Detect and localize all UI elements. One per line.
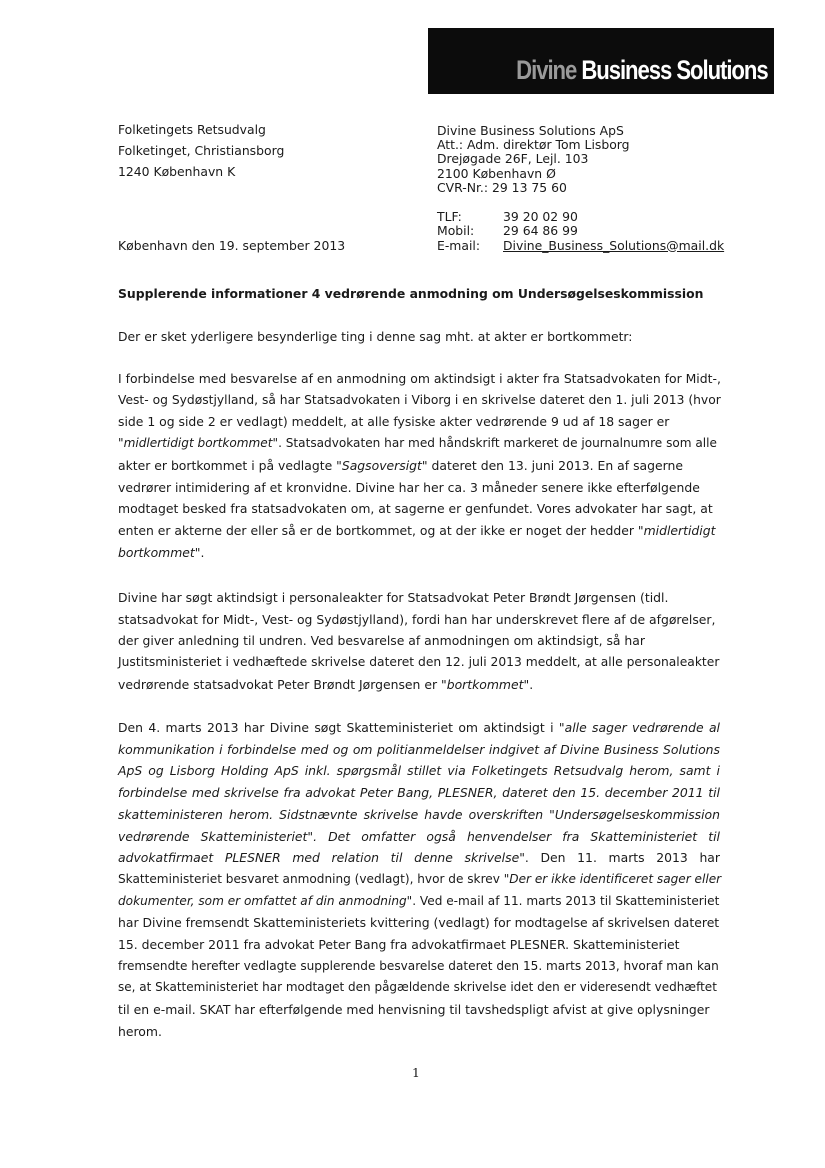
recipient-line-1: Folketingets Retsudvalg <box>118 122 266 137</box>
email-label: E-mail: <box>437 237 481 253</box>
p3-line-1-quote: "alle sager vedrørende al <box>558 720 720 735</box>
p3-line-12: fremsendte herefter vedlagte supplerende besvarelse dateret den 15. marts 2013, hvoraf man kan <box>118 958 719 973</box>
p1-line-9-post: . <box>200 544 205 560</box>
p2-line-2: statsadvokat for Midt-, Vest- og Sydøstjylland), fordi han har underskrevet flere af de afgørelser, <box>118 611 716 627</box>
p3-line-2-quote: kommunikation i forbindelse med og om politianmeldelser indgivet af Divine Business Solutions <box>118 741 720 757</box>
paragraph-2 <box>118 587 720 696</box>
sender-address <box>437 124 630 195</box>
p1-line-4-quote: "midlertidigt bortkommet" <box>118 436 279 451</box>
p3-line-9-quote: dokumenter, som er omfattet af din anmodning" <box>118 893 413 908</box>
p3-line-9 <box>118 891 720 913</box>
sender-att: Att.: Adm. direktør Tom Lisborg <box>437 137 630 153</box>
p3-line-14: til en e-mail. SKAT har efterfølgende med henvisning til tavshedspligt afvist at give oplysninger <box>118 1002 710 1018</box>
sender-city: 2100 København Ø <box>437 165 556 181</box>
paragraph-1 <box>118 368 720 563</box>
p1-line-2: Vest- og Sydøstjylland, så har Statsadvokaten i Viborg i en skrivelse dateret den 1. juli 2013 (hvor <box>118 392 721 407</box>
p2-line-1: Divine har søgt aktindsigt i personaleakter for Statsadvokat Peter Brøndt Jørgensen (tidl. <box>118 590 669 605</box>
logo-word-business-solutions: Business Solutions <box>581 55 768 85</box>
contact-mobile-row <box>437 224 724 238</box>
p3-line-6 <box>118 826 720 848</box>
phone-label: TLF: <box>437 209 462 224</box>
company-logo <box>428 28 774 94</box>
p2-line-5-post: . <box>529 676 534 692</box>
p3-line-8 <box>118 869 720 891</box>
email-link[interactable]: Divine_Business_Solutions@mail.dk <box>503 237 725 253</box>
p2-line-5-quote: "bortkommet" <box>441 676 530 692</box>
logo-text <box>517 55 768 85</box>
p1-line-9 <box>118 542 720 564</box>
p3-line-5 <box>118 804 720 826</box>
page-number: 1 <box>412 1065 420 1080</box>
sender-street: Drejøgade 26F, Lejl. 103 <box>437 151 589 167</box>
p3-line-6-quote: vedrørende Skatteministeriet". Det omfatter også henvendelser fra Skatteministeriet til <box>118 828 720 844</box>
p2-line-5-pre: vedrørende statsadvokat Peter Brøndt Jørgensen er <box>118 676 441 692</box>
p1-line-9-quote: bortkommet" <box>118 544 201 560</box>
p1-line-3: side 1 og side 2 er vedlagt) meddelt, at alle fysiske akter vedrørende 9 ud af 18 sager er <box>118 414 670 430</box>
p3-line-4 <box>118 782 720 804</box>
p1-line-4 <box>118 433 720 455</box>
p3-line-5-quote: skatteministeren herom. Sidstnævnte skrivelse havde overskriften "Undersøgelseskommission <box>118 806 720 822</box>
p3-line-11: 15. december 2011 fra advokat Peter Bang fra advokatfirmaet PLESNER. Skatteministeriet <box>118 937 680 953</box>
p3-line-8-quote: "Der er ikke identificeret sager eller <box>503 871 722 886</box>
recipient-line-2: Folketinget, Christiansborg <box>118 143 285 158</box>
p3-line-13: se, at Skatteministeriet har modtaget den pågældende skrivelse idet den er videresendt vedhæftet <box>118 980 717 995</box>
letter-date: København den 19. september 2013 <box>118 238 346 253</box>
p1-line-1: I forbindelse med besvarelse af en anmodning om aktindsigt i akter fra Statsadvokaten for Midt-, <box>118 371 721 386</box>
p2-line-4: Justitsministeriet i vedhæftede skrivelse dateret den 12. juli 2013 meddelt, at alle personaleakter <box>118 655 720 670</box>
p1-line-5 <box>118 455 720 477</box>
p1-line-8-pre: enten er akterne der eller så er de bortkommet, og at der ikke er noget der hedder <box>118 522 638 538</box>
p3-line-15: herom. <box>118 1023 162 1039</box>
p3-line-7-post: . Den 11. marts 2013 har <box>524 850 720 866</box>
p3-line-3-quote: ApS og Lisborg Holding ApS inkl. spørgsmål stillet via Folketingets Retsudvalg herom, samt i <box>118 763 720 779</box>
contact-email-row <box>437 239 724 253</box>
p3-line-3 <box>118 760 720 782</box>
p1-line-4-rest: . Statsadvokaten har med håndskrift markeret de journalnumre som alle <box>278 436 717 451</box>
mobile-value: 29 64 86 99 <box>503 223 578 239</box>
p2-line-5 <box>118 674 720 696</box>
p1-line-5-quote: "Sagsoversigt" <box>336 457 428 473</box>
p2-line-3: der giver anledning til undren. Ved besvarelse af anmodningen om aktindsigt, så har <box>118 633 645 649</box>
contact-info <box>437 210 724 253</box>
intro-sentence: Der er sket yderligere besynderlige ting i denne sag mht. at akter er bortkommetr: <box>118 329 633 344</box>
p3-line-7-quote: advokatfirmaet PLESNER med relation til denne skrivelse" <box>118 850 525 866</box>
p3-line-9-post: . Ved e-mail af 11. marts 2013 til Skatteministeriet <box>412 893 720 908</box>
phone-value: 39 20 02 90 <box>503 209 578 224</box>
mobile-label: Mobil: <box>437 223 475 239</box>
p3-line-1 <box>118 717 720 739</box>
p1-line-5-pre: akter er bortkommet i på vedlagte <box>118 457 337 473</box>
p1-line-7: modtaget besked fra statsadvokaten om, at sagerne er genfundet. Vores advokater har sagt, at <box>118 501 713 517</box>
letter-subject: Supplerende informationer 4 vedrørende anmodning om Undersøgelseskommission <box>118 286 704 301</box>
p3-line-2 <box>118 739 720 761</box>
recipient-address <box>118 123 284 186</box>
logo-word-divine: Divine <box>516 55 577 85</box>
paragraph-3 <box>118 717 720 1043</box>
p3-line-1-pre: Den 4. marts 2013 har Divine søgt Skatteministeriet om aktindsigt i <box>118 720 559 735</box>
contact-phone-row <box>437 210 724 224</box>
p1-line-6: vedrører intimidering af et kronvidne. Divine har her ca. 3 måneder senere ikke efterfølgende <box>118 479 700 495</box>
p3-line-10: har Divine fremsendt Skatteministeriets kvittering (vedlagt) for modtagelse af skrivelsen dateret <box>118 915 720 931</box>
p1-line-5-post: dateret den 13. juni 2013. En af sagerne <box>427 457 683 473</box>
sender-cvr: CVR-Nr.: 29 13 75 60 <box>437 179 567 195</box>
p1-line-8-quote: "midlertidigt <box>637 522 716 538</box>
recipient-line-3: 1240 København K <box>118 164 236 179</box>
p3-line-7 <box>118 847 720 869</box>
p3-line-4-quote: forbindelse med skrivelse fra advokat Peter Bang, PLESNER, dateret den 15. december 2011 til <box>118 785 720 801</box>
p3-line-8-pre: Skatteministeriet besvaret anmodning (vedlagt), hvor de skrev <box>118 871 504 886</box>
sender-name: Divine Business Solutions ApS <box>437 123 624 138</box>
p1-line-8 <box>118 520 720 542</box>
